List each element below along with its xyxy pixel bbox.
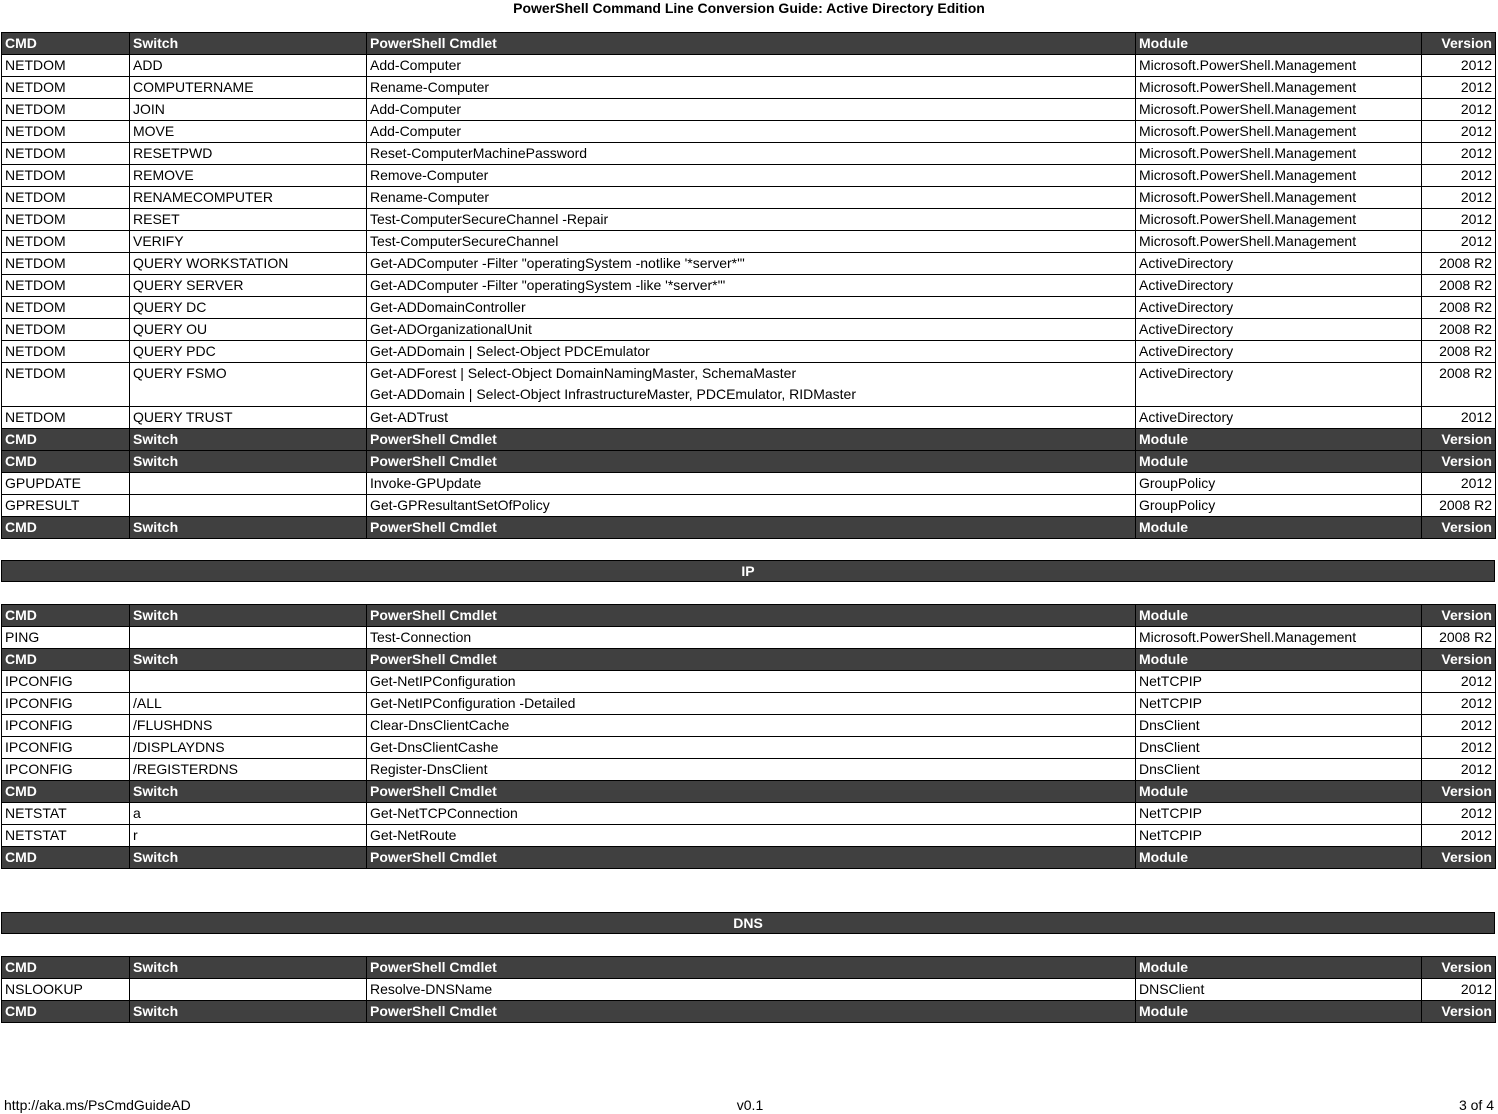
table-row — [2, 143, 1496, 165]
header-cmd: CMD — [2, 429, 130, 451]
module-cell: GroupPolicy — [1136, 495, 1422, 517]
version-cell: 2012 — [1422, 77, 1496, 99]
version-cell: 2012 — [1422, 231, 1496, 253]
cmdlet-cell: Add-Computer — [367, 99, 1136, 121]
cmdlet-cell: Register-DnsClient — [367, 759, 1136, 781]
cmd-cell: NETSTAT — [2, 803, 130, 825]
header-version: Version — [1422, 517, 1496, 539]
version-cell: 2008 R2 — [1422, 341, 1496, 363]
table-row — [2, 231, 1496, 253]
column-header-row — [2, 781, 1496, 803]
header-switch: Switch — [130, 781, 367, 803]
cmdlet-cell — [367, 363, 1136, 407]
header-switch: Switch — [130, 1001, 367, 1023]
module-cell: Microsoft.PowerShell.Management — [1136, 165, 1422, 187]
module-cell: Microsoft.PowerShell.Management — [1136, 627, 1422, 649]
switch-cell: MOVE — [130, 121, 367, 143]
switch-cell: RENAMECOMPUTER — [130, 187, 367, 209]
dns-group — [2, 957, 1496, 1023]
fsmo-row-group — [2, 363, 1496, 429]
switch-cell: ADD — [130, 55, 367, 77]
version-cell: 2012 — [1422, 165, 1496, 187]
header-module: Module — [1136, 429, 1422, 451]
header-cmd: CMD — [2, 847, 130, 869]
switch-cell: QUERY DC — [130, 297, 367, 319]
table-row — [2, 627, 1496, 649]
module-cell: NetTCPIP — [1136, 803, 1422, 825]
cmd-cell: NETDOM — [2, 121, 130, 143]
page-title: PowerShell Command Line Conversion Guide: Active Directory Edition — [513, 0, 985, 16]
module-cell: ActiveDirectory — [1136, 297, 1422, 319]
module-cell: DnsClient — [1136, 715, 1422, 737]
header-cmd: CMD — [2, 33, 130, 55]
netdom-header-group — [2, 33, 1496, 363]
cmd-cell: NSLOOKUP — [2, 979, 130, 1001]
version-cell: 2012 — [1422, 803, 1496, 825]
cmdlet-cell: Test-Connection — [367, 627, 1136, 649]
header-switch: Switch — [130, 33, 367, 55]
version-cell: 2012 — [1422, 121, 1496, 143]
switch-cell: /FLUSHDNS — [130, 715, 367, 737]
cmd-cell: IPCONFIG — [2, 737, 130, 759]
switch-cell: QUERY TRUST — [130, 407, 367, 429]
version-cell: 2008 R2 — [1422, 627, 1496, 649]
table-row — [2, 187, 1496, 209]
module-cell: Microsoft.PowerShell.Management — [1136, 77, 1422, 99]
ipconfig-group — [2, 649, 1496, 781]
cmdlet-cell: Get-ADDomainController — [367, 297, 1136, 319]
table-row — [2, 759, 1496, 781]
table-row — [2, 341, 1496, 363]
module-cell: ActiveDirectory — [1136, 363, 1422, 407]
header-version: Version — [1422, 451, 1496, 473]
header-switch: Switch — [130, 605, 367, 627]
module-cell: Microsoft.PowerShell.Management — [1136, 99, 1422, 121]
switch-cell: RESET — [130, 209, 367, 231]
cmdlet-line: Get-ADForest | Select-Object DomainNamingMaster, SchemaMaster — [370, 365, 797, 381]
module-cell: NetTCPIP — [1136, 825, 1422, 847]
cmdlet-cell: Rename-Computer — [367, 77, 1136, 99]
module-cell: NetTCPIP — [1136, 671, 1422, 693]
cmdlet-cell: Resolve-DNSName — [367, 979, 1136, 1001]
header-module: Module — [1136, 451, 1422, 473]
header-cmdlet: PowerShell Cmdlet — [367, 451, 1136, 473]
column-header-row — [2, 847, 1496, 869]
header-switch: Switch — [130, 517, 367, 539]
header-module: Module — [1136, 649, 1422, 671]
table-row — [2, 297, 1496, 319]
cmdlet-cell: Get-NetIPConfiguration — [367, 671, 1136, 693]
table-row — [2, 715, 1496, 737]
module-cell: ActiveDirectory — [1136, 341, 1422, 363]
header-switch: Switch — [130, 649, 367, 671]
header-switch: Switch — [130, 957, 367, 979]
version-cell: 2012 — [1422, 715, 1496, 737]
header-cmdlet: PowerShell Cmdlet — [367, 517, 1136, 539]
version-cell: 2012 — [1422, 671, 1496, 693]
cmdlet-cell: Get-NetTCPConnection — [367, 803, 1136, 825]
module-cell: ActiveDirectory — [1136, 407, 1422, 429]
table-row — [2, 979, 1496, 1001]
cmdlet-cell: Get-ADOrganizationalUnit — [367, 319, 1136, 341]
switch-cell: a — [130, 803, 367, 825]
version-cell: 2012 — [1422, 187, 1496, 209]
header-module: Module — [1136, 605, 1422, 627]
cmd-cell: NETDOM — [2, 363, 130, 407]
switch-cell: /ALL — [130, 693, 367, 715]
table-row — [2, 473, 1496, 495]
switch-cell: QUERY SERVER — [130, 275, 367, 297]
header-cmd: CMD — [2, 451, 130, 473]
version-cell: 2008 R2 — [1422, 297, 1496, 319]
version-cell: 2008 R2 — [1422, 319, 1496, 341]
table-row — [2, 77, 1496, 99]
switch-cell — [130, 473, 367, 495]
ad-table-block — [1, 32, 1495, 539]
table-row — [2, 121, 1496, 143]
cmd-cell: NETDOM — [2, 143, 130, 165]
module-cell: Microsoft.PowerShell.Management — [1136, 55, 1422, 77]
cmdlet-cell: Test-ComputerSecureChannel -Repair — [367, 209, 1136, 231]
header-version: Version — [1422, 957, 1496, 979]
version-cell: 2008 R2 — [1422, 253, 1496, 275]
table-row — [2, 275, 1496, 297]
column-header-row — [2, 451, 1496, 473]
table-row — [2, 319, 1496, 341]
switch-cell: QUERY OU — [130, 319, 367, 341]
cmdlet-cell: Get-NetIPConfiguration -Detailed — [367, 693, 1136, 715]
dns-table-block — [1, 956, 1495, 1023]
section-title-ip: IP — [1, 560, 1495, 582]
cmdlet-cell: Get-GPResultantSetOfPolicy — [367, 495, 1136, 517]
table-row — [2, 495, 1496, 517]
module-cell: ActiveDirectory — [1136, 319, 1422, 341]
header-cmd: CMD — [2, 605, 130, 627]
header-module: Module — [1136, 781, 1422, 803]
version-cell: 2008 R2 — [1422, 495, 1496, 517]
switch-cell: QUERY PDC — [130, 341, 367, 363]
switch-cell: REMOVE — [130, 165, 367, 187]
header-cmdlet: PowerShell Cmdlet — [367, 605, 1136, 627]
header-cmdlet: PowerShell Cmdlet — [367, 33, 1136, 55]
header-module: Module — [1136, 847, 1422, 869]
header-version: Version — [1422, 649, 1496, 671]
table-row — [2, 55, 1496, 77]
cmd-cell: NETDOM — [2, 77, 130, 99]
ping-group — [2, 605, 1496, 649]
cmd-cell: NETDOM — [2, 319, 130, 341]
module-cell: Microsoft.PowerShell.Management — [1136, 143, 1422, 165]
table-row — [2, 363, 1496, 407]
version-cell: 2012 — [1422, 473, 1496, 495]
cmdlet-cell: Get-ADComputer -Filter "operatingSystem -notlike '*server*'" — [367, 253, 1136, 275]
switch-cell: COMPUTERNAME — [130, 77, 367, 99]
cmd-cell: NETDOM — [2, 297, 130, 319]
cmd-cell: NETDOM — [2, 275, 130, 297]
switch-cell — [130, 979, 367, 1001]
cmd-cell: NETDOM — [2, 187, 130, 209]
switch-cell: /REGISTERDNS — [130, 759, 367, 781]
module-cell: Microsoft.PowerShell.Management — [1136, 231, 1422, 253]
cmd-cell: NETDOM — [2, 99, 130, 121]
footer-page-number: 3 of 4 — [1458, 1097, 1494, 1113]
ip-table-block — [1, 604, 1495, 869]
table-row — [2, 253, 1496, 275]
table-row — [2, 165, 1496, 187]
header-cmdlet: PowerShell Cmdlet — [367, 781, 1136, 803]
section-title-dns: DNS — [1, 912, 1495, 934]
version-cell: 2012 — [1422, 737, 1496, 759]
module-cell: NetTCPIP — [1136, 693, 1422, 715]
table-row — [2, 407, 1496, 429]
cmdlet-cell: Add-Computer — [367, 121, 1136, 143]
cmd-cell: PING — [2, 627, 130, 649]
cmd-cell: NETDOM — [2, 253, 130, 275]
table-row — [2, 737, 1496, 759]
header-cmd: CMD — [2, 1001, 130, 1023]
cmd-cell: IPCONFIG — [2, 759, 130, 781]
version-cell: 2008 R2 — [1422, 275, 1496, 297]
header-cmd: CMD — [2, 781, 130, 803]
header-version: Version — [1422, 1001, 1496, 1023]
header-module: Module — [1136, 33, 1422, 55]
column-header-row — [2, 649, 1496, 671]
header-cmdlet: PowerShell Cmdlet — [367, 649, 1136, 671]
cmd-cell: NETDOM — [2, 209, 130, 231]
version-cell: 2008 R2 — [1422, 363, 1496, 407]
column-header-row — [2, 957, 1496, 979]
table-row — [2, 825, 1496, 847]
header-cmd: CMD — [2, 649, 130, 671]
cmdlet-cell: Test-ComputerSecureChannel — [367, 231, 1136, 253]
column-header-row — [2, 1001, 1496, 1023]
switch-cell: r — [130, 825, 367, 847]
cmdlet-line: Get-ADDomain | Select-Object InfrastructureMaster, PDCEmulator, RIDMaster — [370, 386, 857, 402]
header-switch: Switch — [130, 429, 367, 451]
cmd-cell: IPCONFIG — [2, 693, 130, 715]
module-cell: Microsoft.PowerShell.Management — [1136, 121, 1422, 143]
header-cmdlet: PowerShell Cmdlet — [367, 847, 1136, 869]
table-row — [2, 99, 1496, 121]
cmd-cell: NETDOM — [2, 165, 130, 187]
cmd-cell: NETDOM — [2, 407, 130, 429]
column-header-row — [2, 33, 1496, 55]
cmdlet-cell: Rename-Computer — [367, 187, 1136, 209]
cmdlet-cell: Get-DnsClientCashe — [367, 737, 1136, 759]
cmdlet-cell: Get-ADComputer -Filter "operatingSystem -like '*server*'" — [367, 275, 1136, 297]
cmd-cell: IPCONFIG — [2, 671, 130, 693]
header-cmdlet: PowerShell Cmdlet — [367, 429, 1136, 451]
cmd-cell: NETSTAT — [2, 825, 130, 847]
header-cmd: CMD — [2, 957, 130, 979]
version-cell: 2012 — [1422, 99, 1496, 121]
module-cell: GroupPolicy — [1136, 473, 1422, 495]
cmdlet-cell: Get-ADDomain | Select-Object PDCEmulator — [367, 341, 1136, 363]
switch-cell: QUERY FSMO — [130, 363, 367, 407]
header-module: Module — [1136, 957, 1422, 979]
switch-cell — [130, 671, 367, 693]
header-module: Module — [1136, 517, 1422, 539]
ad-command-table — [1, 32, 1496, 539]
footer-version: v0.1 — [736, 1097, 764, 1113]
table-row — [2, 803, 1496, 825]
cmdlet-cell: Add-Computer — [367, 55, 1136, 77]
module-cell: ActiveDirectory — [1136, 253, 1422, 275]
version-cell: 2012 — [1422, 693, 1496, 715]
cmd-cell: NETDOM — [2, 55, 130, 77]
cmd-cell: IPCONFIG — [2, 715, 130, 737]
switch-cell: RESETPWD — [130, 143, 367, 165]
switch-cell — [130, 627, 367, 649]
header-cmd: CMD — [2, 517, 130, 539]
cmdlet-cell: Reset-ComputerMachinePassword — [367, 143, 1136, 165]
switch-cell: JOIN — [130, 99, 367, 121]
header-version: Version — [1422, 781, 1496, 803]
header-version: Version — [1422, 429, 1496, 451]
version-cell: 2012 — [1422, 759, 1496, 781]
header-version: Version — [1422, 33, 1496, 55]
cmd-cell: NETDOM — [2, 231, 130, 253]
cmd-cell: NETDOM — [2, 341, 130, 363]
module-cell: Microsoft.PowerShell.Management — [1136, 187, 1422, 209]
header-version: Version — [1422, 605, 1496, 627]
cmd-cell: GPUPDATE — [2, 473, 130, 495]
header-version: Version — [1422, 847, 1496, 869]
version-cell: 2012 — [1422, 407, 1496, 429]
column-header-row — [2, 605, 1496, 627]
header-switch: Switch — [130, 451, 367, 473]
module-cell: DnsClient — [1136, 737, 1422, 759]
cmd-cell: GPRESULT — [2, 495, 130, 517]
version-cell: 2012 — [1422, 825, 1496, 847]
dns-command-table — [1, 956, 1496, 1023]
version-cell: 2012 — [1422, 143, 1496, 165]
module-cell: Microsoft.PowerShell.Management — [1136, 209, 1422, 231]
footer-url: http://aka.ms/PsCmdGuideAD — [4, 1097, 191, 1113]
version-cell: 2012 — [1422, 979, 1496, 1001]
cmdlet-cell: Invoke-GPUpdate — [367, 473, 1136, 495]
column-header-row — [2, 517, 1496, 539]
switch-cell: /DISPLAYDNS — [130, 737, 367, 759]
gp-group — [2, 429, 1496, 539]
module-cell: DNSClient — [1136, 979, 1422, 1001]
version-cell: 2012 — [1422, 209, 1496, 231]
module-cell: DnsClient — [1136, 759, 1422, 781]
netstat-group — [2, 781, 1496, 869]
cmdlet-cell: Clear-DnsClientCache — [367, 715, 1136, 737]
cmdlet-cell: Remove-Computer — [367, 165, 1136, 187]
header-cmdlet: PowerShell Cmdlet — [367, 957, 1136, 979]
cmdlet-cell: Get-NetRoute — [367, 825, 1136, 847]
ip-command-table — [1, 604, 1496, 869]
version-cell: 2012 — [1422, 55, 1496, 77]
column-header-row — [2, 429, 1496, 451]
switch-cell — [130, 495, 367, 517]
header-module: Module — [1136, 1001, 1422, 1023]
table-row — [2, 693, 1496, 715]
switch-cell: QUERY WORKSTATION — [130, 253, 367, 275]
table-row — [2, 209, 1496, 231]
table-row — [2, 671, 1496, 693]
switch-cell: VERIFY — [130, 231, 367, 253]
header-cmdlet: PowerShell Cmdlet — [367, 1001, 1136, 1023]
module-cell: ActiveDirectory — [1136, 275, 1422, 297]
header-switch: Switch — [130, 847, 367, 869]
cmdlet-cell: Get-ADTrust — [367, 407, 1136, 429]
